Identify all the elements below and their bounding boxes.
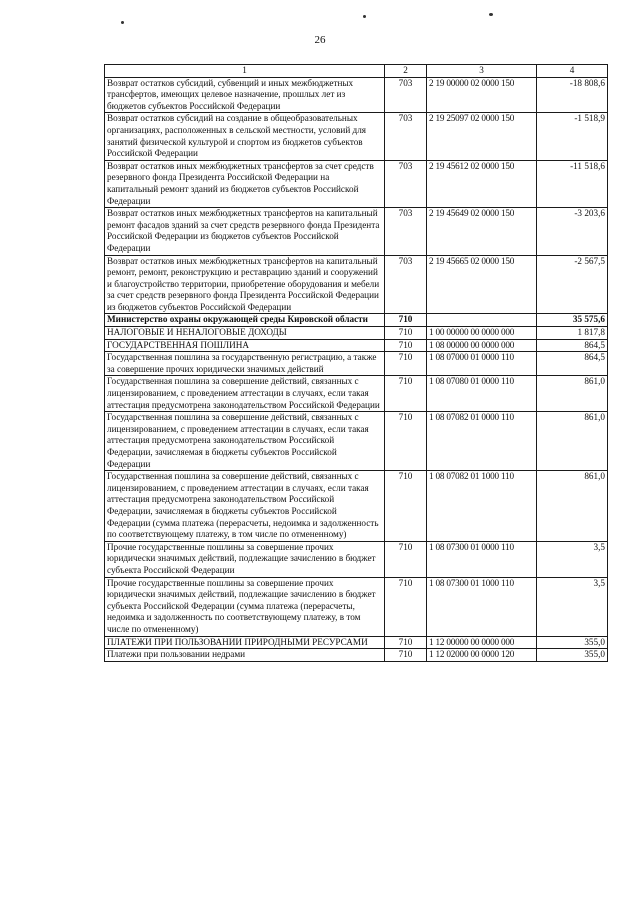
row-admin-cell: 710 <box>385 376 427 412</box>
row-sum-cell: 861,0 <box>537 412 608 471</box>
table-header-row <box>105 65 608 78</box>
row-name-cell: Государственная пошлина за совершение действий, связанных с лицензированием, с проведением аттестации в случаях, если такая аттестация предусмотрена законодательством Российской Федерации, зачисляемая в бюджеты субъектов Российской Федерации <box>105 412 385 471</box>
row-sum-cell: 3,5 <box>537 541 608 577</box>
row-sum-cell: -11 518,6 <box>537 160 608 207</box>
row-sum-cell: -3 203,6 <box>537 208 608 255</box>
table-row <box>105 412 608 471</box>
row-admin-cell: 710 <box>385 412 427 471</box>
table-row <box>105 255 608 314</box>
row-sum-cell: 35 575,6 <box>537 314 608 327</box>
row-name-cell: Платежи при пользовании недрами <box>105 649 385 662</box>
row-code-cell: 1 12 00000 00 0000 000 <box>427 636 537 649</box>
page-number: 26 <box>314 34 326 46</box>
table-row <box>105 314 608 327</box>
row-name-cell: Возврат остатков иных межбюджетных трансфертов на капитальный ремонт, ремонт, реконструкцию и реставрацию зданий и сооружений и благоустройство территории, приобретение оборудования и мебели за счет средств резервного фонда Президента Российской Федерации из бюджетов субъектов Российской Федерации <box>105 255 385 314</box>
row-name-cell: ГОСУДАРСТВЕННАЯ ПОШЛИНА <box>105 339 385 352</box>
row-admin-cell: 710 <box>385 577 427 636</box>
table-row <box>105 77 608 113</box>
row-name-cell: Возврат остатков субсидий, субвенций и иных межбюджетных трансфертов, имеющих целевое назначение, прошлых лет из бюджетов субъектов Российской Федерации <box>105 77 385 113</box>
row-sum-cell: 3,5 <box>537 577 608 636</box>
row-name-cell: НАЛОГОВЫЕ И НЕНАЛОГОВЫЕ ДОХОДЫ <box>105 327 385 340</box>
row-code-cell <box>427 314 537 327</box>
table-row <box>105 636 608 649</box>
row-sum-cell: -2 567,5 <box>537 255 608 314</box>
row-code-cell: 1 08 00000 00 0000 000 <box>427 339 537 352</box>
row-code-cell: 1 08 07082 01 1000 110 <box>427 471 537 542</box>
scan-speck <box>121 21 124 24</box>
table-row <box>105 327 608 340</box>
row-code-cell: 2 19 45612 02 0000 150 <box>427 160 537 207</box>
row-admin-cell: 710 <box>385 327 427 340</box>
row-admin-cell: 710 <box>385 649 427 662</box>
row-admin-cell: 710 <box>385 339 427 352</box>
table-row <box>105 541 608 577</box>
row-code-cell: 1 12 02000 00 0000 120 <box>427 649 537 662</box>
row-sum-cell: 864,5 <box>537 352 608 376</box>
row-code-cell: 1 08 07082 01 0000 110 <box>427 412 537 471</box>
row-admin-cell: 703 <box>385 208 427 255</box>
table-row <box>105 577 608 636</box>
row-admin-cell: 710 <box>385 471 427 542</box>
row-sum-cell: 861,0 <box>537 376 608 412</box>
row-name-cell: Прочие государственные пошлины за совершение прочих юридически значимых действий, подлежащие зачислению в бюджет субъекта Российской Федерации (сумма платежа (перерасчеты, недоимка и задолженность по соответствующему платежу, в том числе по отмененному) <box>105 577 385 636</box>
header-cell-name: 1 <box>105 65 385 78</box>
row-sum-cell: 1 817,8 <box>537 327 608 340</box>
table-row <box>105 113 608 160</box>
row-name-cell: Государственная пошлина за государственную регистрацию, а также за совершение прочих юридически значимых действий <box>105 352 385 376</box>
row-name-cell: ПЛАТЕЖИ ПРИ ПОЛЬЗОВАНИИ ПРИРОДНЫМИ РЕСУРСАМИ <box>105 636 385 649</box>
revenue-table <box>104 64 608 662</box>
row-sum-cell: 861,0 <box>537 471 608 542</box>
table-row <box>105 376 608 412</box>
row-name-cell: Возврат остатков иных межбюджетных трансфертов на капитальный ремонт фасадов зданий за счет средств резервного фонда Президента Российской Федерации из бюджетов субъектов Российской Федерации <box>105 208 385 255</box>
row-name-cell: Министерство охраны окружающей среды Кировской области <box>105 314 385 327</box>
row-sum-cell: 355,0 <box>537 636 608 649</box>
table-row <box>105 160 608 207</box>
row-admin-cell: 703 <box>385 255 427 314</box>
row-code-cell: 1 08 07300 01 0000 110 <box>427 541 537 577</box>
header-cell-sum: 4 <box>537 65 608 78</box>
table-row <box>105 339 608 352</box>
table-row <box>105 649 608 662</box>
row-admin-cell: 710 <box>385 636 427 649</box>
row-admin-cell: 703 <box>385 77 427 113</box>
row-sum-cell: -1 518,9 <box>537 113 608 160</box>
row-admin-cell: 710 <box>385 541 427 577</box>
row-code-cell: 1 08 07300 01 1000 110 <box>427 577 537 636</box>
row-admin-cell: 710 <box>385 352 427 376</box>
row-code-cell: 1 08 07000 01 0000 110 <box>427 352 537 376</box>
table-row <box>105 208 608 255</box>
row-name-cell: Государственная пошлина за совершение действий, связанных с лицензированием, с проведением аттестации в случаях, если такая аттестация предусмотрена законодательством Российской Федерации <box>105 376 385 412</box>
scan-speck <box>363 15 366 18</box>
row-admin-cell: 703 <box>385 160 427 207</box>
row-code-cell: 1 00 00000 00 0000 000 <box>427 327 537 340</box>
row-code-cell: 2 19 45665 02 0000 150 <box>427 255 537 314</box>
scan-speck <box>489 13 493 16</box>
row-sum-cell: 864,5 <box>537 339 608 352</box>
table-row <box>105 471 608 542</box>
row-name-cell: Государственная пошлина за совершение действий, связанных с лицензированием, с проведением аттестации в случаях, если такая аттестация предусмотрена законодательством Российской Федерации, зачисляемая в бюджеты субъектов Российской Федерации (сумма платежа (перерасчеты, недоимка и задолженность по соответствующему платежу, в том числе по отмененному) <box>105 471 385 542</box>
table-row <box>105 352 608 376</box>
row-code-cell: 1 08 07080 01 0000 110 <box>427 376 537 412</box>
row-admin-cell: 703 <box>385 113 427 160</box>
row-name-cell: Прочие государственные пошлины за совершение прочих юридически значимых действий, подлежащие зачислению в бюджет субъекта Российской Федерации <box>105 541 385 577</box>
header-cell-admin: 2 <box>385 65 427 78</box>
row-code-cell: 2 19 00000 02 0000 150 <box>427 77 537 113</box>
row-sum-cell: 355,0 <box>537 649 608 662</box>
row-code-cell: 2 19 45649 02 0000 150 <box>427 208 537 255</box>
row-name-cell: Возврат остатков субсидий на создание в общеобразовательных организациях, расположенных в сельской местности, условий для занятий физической культурой и спортом из бюджетов субъектов Российской Федерации <box>105 113 385 160</box>
header-cell-code: 3 <box>427 65 537 78</box>
row-code-cell: 2 19 25097 02 0000 150 <box>427 113 537 160</box>
row-name-cell: Возврат остатков иных межбюджетных трансфертов за счет средств резервного фонда Президента Российской Федерации на капитальный ремонт зданий из бюджетов субъектов Российской Федерации <box>105 160 385 207</box>
row-sum-cell: -18 808,6 <box>537 77 608 113</box>
row-admin-cell: 710 <box>385 314 427 327</box>
